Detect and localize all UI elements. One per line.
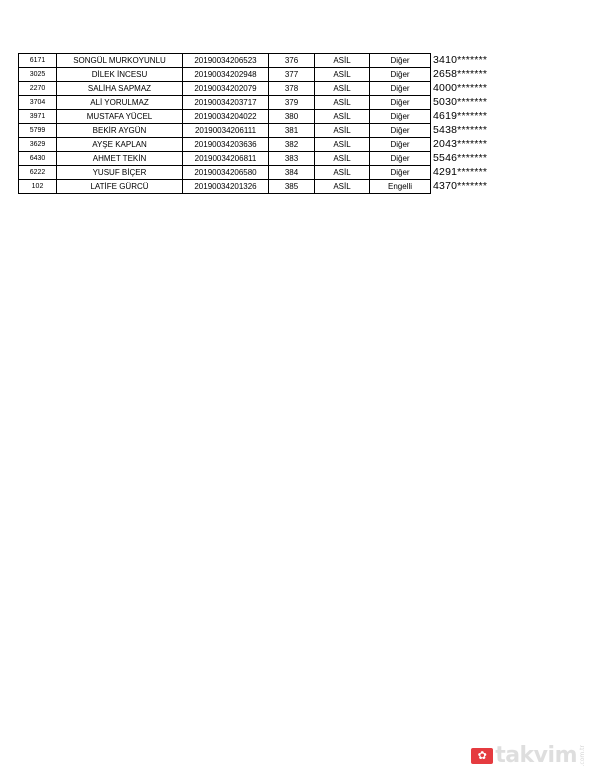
masked-id-number-cell: 5546******* (433, 152, 488, 164)
rank-cell: 376 (269, 54, 315, 68)
application-id-cell: 20190034206580 (183, 166, 269, 180)
watermark-text: takvim (495, 743, 577, 768)
row-number-cell: 6171 (19, 54, 57, 68)
full-name-cell: MUSTAFA YÜCEL (57, 110, 183, 124)
status-cell: ASİL (315, 68, 370, 82)
row-number-cell: 3971 (19, 110, 57, 124)
application-id-cell: 20190034206811 (183, 152, 269, 166)
quota-type-cell: Diğer (370, 68, 431, 82)
application-id-cell: 20190034206523 (183, 54, 269, 68)
masked-id-number-cell: 5030******* (433, 96, 488, 108)
rank-cell: 382 (269, 138, 315, 152)
full-name-cell: AYŞE KAPLAN (57, 138, 183, 152)
status-cell: ASİL (315, 110, 370, 124)
application-id-cell: 20190034203636 (183, 138, 269, 152)
rank-cell: 379 (269, 96, 315, 110)
table-row (19, 180, 495, 194)
row-number-cell: 3629 (19, 138, 57, 152)
rank-cell: 383 (269, 152, 315, 166)
quota-type-cell: Diğer (370, 138, 431, 152)
masked-id-number-cell: 3410******* (433, 54, 488, 66)
row-number-cell: 3025 (19, 68, 57, 82)
row-number-cell: 6430 (19, 152, 57, 166)
application-id-cell: 20190034203717 (183, 96, 269, 110)
row-number-cell: 102 (19, 180, 57, 194)
full-name-cell: AHMET TEKİN (57, 152, 183, 166)
application-id-cell: 20190034202079 (183, 82, 269, 96)
takvim-logo-icon: ✿ (471, 748, 493, 764)
full-name-cell: LATİFE GÜRCÜ (57, 180, 183, 194)
table-row (19, 124, 495, 138)
quota-type-cell: Diğer (370, 166, 431, 180)
full-name-cell: DİLEK İNCESU (57, 68, 183, 82)
masked-id-number-cell: 4291******* (433, 166, 488, 178)
rank-cell: 378 (269, 82, 315, 96)
status-cell: ASİL (315, 82, 370, 96)
application-id-cell: 20190034204022 (183, 110, 269, 124)
masked-id-number-cell: 2043******* (433, 138, 488, 150)
results-table (18, 53, 495, 194)
quota-type-cell: Diğer (370, 96, 431, 110)
quota-type-cell: Diğer (370, 82, 431, 96)
full-name-cell: SONGÜL MURKOYUNLU (57, 54, 183, 68)
table-row (19, 82, 495, 96)
table-row (19, 138, 495, 152)
status-cell: ASİL (315, 152, 370, 166)
rank-cell: 384 (269, 166, 315, 180)
status-cell: ASİL (315, 138, 370, 152)
rank-cell: 381 (269, 124, 315, 138)
takvim-watermark (471, 743, 586, 768)
status-cell: ASİL (315, 54, 370, 68)
full-name-cell: SALİHA SAPMAZ (57, 82, 183, 96)
table-row (19, 166, 495, 180)
quota-type-cell: Diğer (370, 54, 431, 68)
table-row (19, 54, 495, 68)
table-row (19, 110, 495, 124)
status-cell: ASİL (315, 124, 370, 138)
masked-id-number-cell: 2658******* (433, 68, 488, 80)
application-id-cell: 20190034206111 (183, 124, 269, 138)
row-number-cell: 3704 (19, 96, 57, 110)
watermark-tld: .com.tr (579, 744, 586, 767)
quota-type-cell: Diğer (370, 110, 431, 124)
application-id-cell: 20190034201326 (183, 180, 269, 194)
table-row (19, 96, 495, 110)
row-number-cell: 5799 (19, 124, 57, 138)
row-number-cell: 6222 (19, 166, 57, 180)
masked-id-number-cell: 4370******* (433, 180, 488, 192)
masked-id-number-cell: 4000******* (433, 82, 488, 94)
table-row (19, 68, 495, 82)
row-number-cell: 2270 (19, 82, 57, 96)
full-name-cell: YUSUF BİÇER (57, 166, 183, 180)
status-cell: ASİL (315, 96, 370, 110)
masked-id-number-cell: 5438******* (433, 124, 488, 136)
full-name-cell: ALİ YORULMAZ (57, 96, 183, 110)
table-row (19, 152, 495, 166)
status-cell: ASİL (315, 180, 370, 194)
results-table-body (19, 54, 495, 194)
application-id-cell: 20190034202948 (183, 68, 269, 82)
quota-type-cell: Diğer (370, 152, 431, 166)
status-cell: ASİL (315, 166, 370, 180)
rank-cell: 380 (269, 110, 315, 124)
masked-id-number-cell: 4619******* (433, 110, 488, 122)
rank-cell: 385 (269, 180, 315, 194)
rank-cell: 377 (269, 68, 315, 82)
full-name-cell: BEKİR AYGÜN (57, 124, 183, 138)
quota-type-cell: Diğer (370, 124, 431, 138)
quota-type-cell: Engelli (370, 180, 431, 194)
